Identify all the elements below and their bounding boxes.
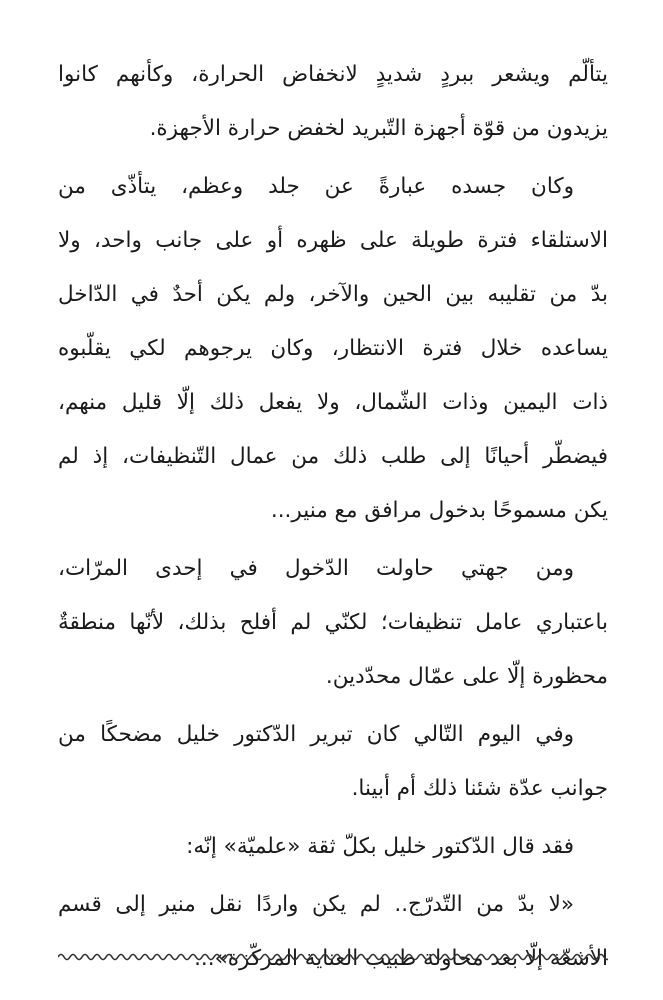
text-line: بدّ من تقليبه بين الحين والآخر، ولم يكن أحدٌ في الدّاخل — [58, 282, 608, 307]
text-line: فقد قال الدّكتور خليل بكلّ ثقة «علميّة» إنّه: — [186, 834, 574, 859]
text-line: الاستلقاء فترة طويلة على ظهره أو على جانب واحد، ولا — [58, 228, 608, 253]
text-line: يساعده خلال فترة الانتظار، وكان يرجوهم لكي يقلّبوه — [58, 336, 608, 361]
text-line: باعتباري عامل تنظيفات؛ لكنّي لم أفلح بذلك، لأنّها منطقةٌ — [58, 610, 608, 635]
text-line: يتألّم ويشعر ببردٍ شديدٍ لانخفاض الحرارة، وكأنهم كانوا — [58, 62, 608, 87]
paragraph-4 — [58, 708, 608, 816]
body-text — [58, 48, 608, 986]
text-line: جوانب عدّة شئنا ذلك أم أبينا. — [351, 776, 608, 801]
paragraph-2 — [58, 160, 608, 538]
text-line: ذات اليمين وذات الشّمال، ولا يفعل ذلك إلّا قليل منهم، — [58, 390, 608, 415]
wavy-divider — [58, 951, 608, 963]
text-line: وفي اليوم التّالي كان تبرير الدّكتور خليل مضحكًا من — [58, 722, 574, 747]
text-line: يزيدون من قوّة أجهزة التّبريد لخفض حرارة الأجهزة. — [149, 116, 608, 141]
paragraph-3 — [58, 542, 608, 704]
text-line: يكن مسموحًا بدخول مرافق مع منير... — [270, 498, 608, 523]
text-line: فيضطّر أحيانًا إلى طلب ذلك من عمال التّنظيفات، إذ لم — [58, 444, 608, 469]
text-line: ومن جهتي حاولت الدّخول في إحدى المرّات، — [58, 556, 574, 581]
text-line: «لا بدّ من التّدرّج.. لم يكن واردًا نقل منير إلى قسم — [58, 892, 574, 917]
text-line: الأشعّة إلّا بعد محاولة طبيب العناية المركّزة»... — [194, 946, 608, 971]
paragraph-6 — [58, 878, 608, 986]
paragraph-5 — [58, 820, 608, 874]
text-line: محظورة إلّا على عمّال محدّدين. — [325, 664, 608, 689]
paragraph-1 — [58, 48, 608, 156]
text-line: وكان جسده عبارةً عن جلد وعظم، يتأذّى من — [58, 174, 574, 199]
